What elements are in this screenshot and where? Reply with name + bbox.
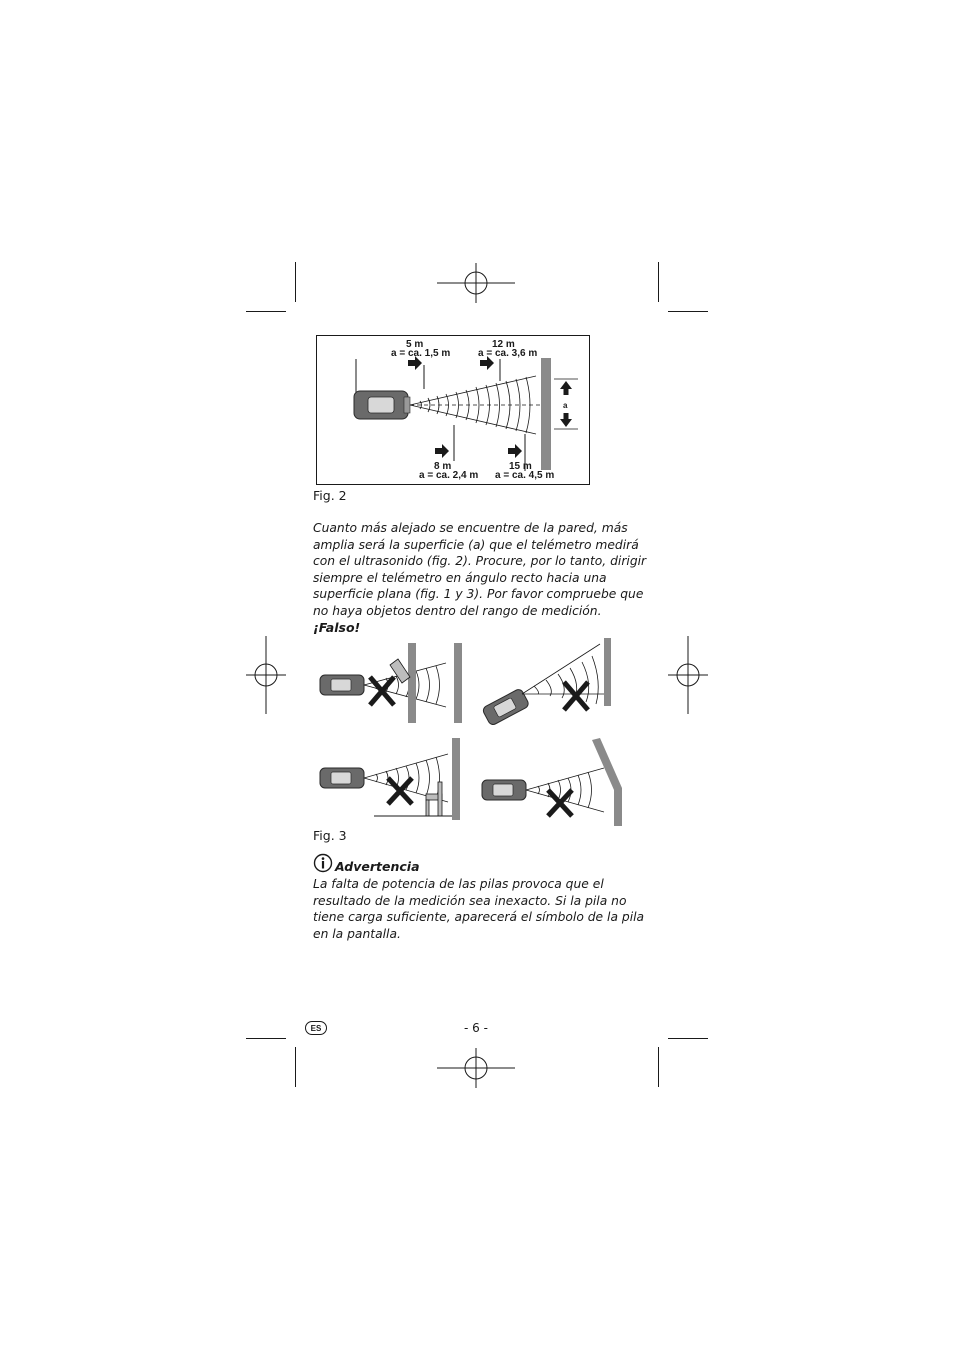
- registration-mark-left: [246, 636, 286, 714]
- crop-mark: [295, 1047, 296, 1087]
- wall: [604, 638, 611, 706]
- label-8m: 8 m: [434, 461, 452, 472]
- crop-mark: [246, 1038, 286, 1039]
- page-number: - 6 -: [464, 1021, 488, 1035]
- label-12m: 12 m: [492, 339, 515, 350]
- crop-mark: [668, 1038, 708, 1039]
- warning-text: La falta de potencia de las pilas provoca que el resultado de la medición sea inexacto. Si la pila no tiene carga suficiente, aparecerá el símbolo de la pila en la pantalla.: [313, 877, 645, 941]
- warning-heading: Advertencia: [335, 859, 420, 874]
- fig3-example-uneven-wall: [480, 738, 625, 828]
- rangefinder-device-icon: [320, 768, 364, 788]
- fig2-diagram: [316, 335, 590, 485]
- label-5m: 5 m: [406, 339, 424, 350]
- fig3-caption: Fig. 3: [313, 828, 347, 843]
- body-paragraph: Cuanto más alejado se encuentre de la pared, más amplia será la superficie (a) que el telémetro medirá con el ultrasonido (fig. 2). Procure, por lo tanto, dirigir siempre el telémetro en ángulo recto hacia una superficie plana (fig. 1 y 3). Por favor compruebe que no haya objetos dentro del rango de medición.: [313, 521, 647, 618]
- obstacle-post: [408, 643, 416, 723]
- angled-wall: [592, 738, 622, 826]
- wall: [454, 643, 462, 723]
- cross-icon: [370, 677, 394, 705]
- registration-mark-top: [437, 263, 517, 303]
- rangefinder-device-icon: [320, 675, 364, 695]
- label-8m-a: a = ca. 2,4 m: [419, 470, 479, 481]
- label-15m-a: a = ca. 4,5 m: [495, 470, 555, 481]
- registration-mark-bottom: [437, 1048, 517, 1088]
- crop-mark: [668, 311, 708, 312]
- language-badge: [305, 1021, 327, 1035]
- label-5m-a: a = ca. 1,5 m: [391, 348, 451, 359]
- registration-mark-right: [668, 636, 708, 714]
- wall: [452, 738, 460, 820]
- rangefinder-device-icon: [354, 391, 410, 419]
- label-12m-a: a = ca. 3,6 m: [478, 348, 538, 359]
- fig2-caption: Fig. 2: [313, 488, 347, 503]
- cross-icon: [564, 682, 588, 710]
- wall: [541, 358, 551, 470]
- rangefinder-device-icon: [482, 780, 526, 800]
- info-icon: [313, 853, 333, 873]
- label-a: a: [563, 401, 568, 410]
- falso-heading: ¡Falso!: [313, 620, 361, 635]
- crop-mark: [246, 311, 286, 312]
- crop-mark: [658, 1047, 659, 1087]
- label-15m: 15 m: [509, 461, 532, 472]
- fig3-example-angled-device: [482, 636, 622, 728]
- crop-mark: [295, 262, 296, 302]
- language-badge-label: ES: [310, 1023, 322, 1033]
- fig3-example-chair: [318, 738, 468, 820]
- fig3-example-obstacle: [318, 643, 468, 725]
- crop-mark: [658, 262, 659, 302]
